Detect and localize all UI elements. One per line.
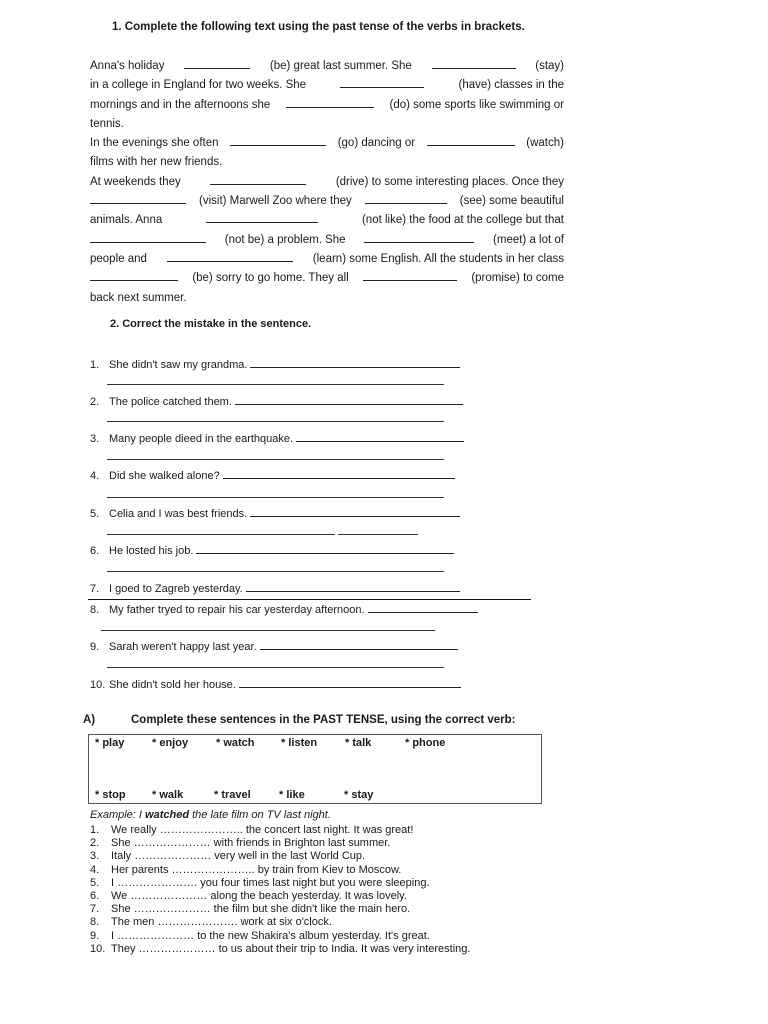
- para-line: back next summer.: [90, 291, 187, 304]
- list-item[interactable]: 7. She ………………… the film but she didn't like the main hero.: [90, 903, 411, 916]
- verb-box: [88, 734, 542, 804]
- answer-line[interactable]: [107, 384, 444, 385]
- answer-blank[interactable]: [230, 134, 326, 146]
- verb-option: * travel: [214, 789, 251, 801]
- list-item[interactable]: 3. Italy ………………… very well in the last World Cup.: [90, 850, 366, 863]
- answer-blank[interactable]: [296, 430, 464, 442]
- answer-blank[interactable]: [286, 96, 374, 108]
- correction-item: 1. She didn't saw my grandma.: [90, 356, 460, 371]
- verb-option: * watch: [216, 737, 255, 749]
- section1-paragraph: [90, 57, 564, 308]
- list-item[interactable]: 6. We ………………… along the beach yesterday. It was lovely.: [90, 890, 407, 903]
- para-line: Anna's holiday (be) great last summer. She (stay): [90, 57, 564, 76]
- verb-option: * enjoy: [152, 737, 189, 749]
- answer-blank[interactable]: [246, 580, 460, 592]
- answer-line[interactable]: [107, 497, 444, 498]
- para-line: people and (learn) some English. All the students in her class: [90, 250, 564, 269]
- answer-line[interactable]: [107, 421, 444, 422]
- answer-blank[interactable]: [196, 542, 454, 554]
- correction-item: 9. Sarah weren't happy last year.: [90, 638, 458, 653]
- answer-blank[interactable]: [167, 250, 293, 262]
- answer-blank[interactable]: [90, 192, 186, 204]
- answer-line[interactable]: [107, 571, 444, 572]
- verb-option: * stop: [95, 789, 126, 801]
- verb-option: * play: [95, 737, 125, 749]
- divider-line: [88, 599, 531, 600]
- correction-item: 3. Many people dieed in the earthquake.: [90, 430, 464, 445]
- answer-blank[interactable]: [364, 231, 474, 243]
- para-line: (not be) a problem. She (meet) a lot of: [90, 231, 564, 250]
- verb-option: * like: [279, 789, 305, 801]
- answer-blank[interactable]: [206, 211, 318, 223]
- para-line: In the evenings she often (go) dancing or (watch): [90, 134, 564, 153]
- answer-blank[interactable]: [250, 356, 460, 368]
- para-line: At weekends they (drive) to some interesting places. Once they: [90, 173, 564, 192]
- para-line: mornings and in the afternoons she (do) some sports like swimming or: [90, 96, 564, 115]
- answer-blank[interactable]: [432, 57, 516, 69]
- answer-line[interactable]: [101, 630, 435, 631]
- example-sentence: Example: I watched the late film on TV last night.: [90, 809, 331, 821]
- para-line: (visit) Marwell Zoo where they (see) some beautiful: [90, 192, 564, 211]
- answer-blank[interactable]: [223, 467, 455, 479]
- list-item[interactable]: 5. I …………………. you four times last night but you were sleeping.: [90, 876, 430, 889]
- para-line: in a college in England for two weeks. She (have) classes in the: [90, 76, 564, 95]
- section2-title: 2. Correct the mistake in the sentence.: [110, 318, 312, 330]
- answer-blank[interactable]: [239, 676, 461, 688]
- answer-blank[interactable]: [368, 601, 478, 613]
- section1-title: 1. Complete the following text using the past tense of the verbs in brackets.: [112, 21, 525, 33]
- sectionA-label: A): [83, 714, 96, 726]
- verb-option: * talk: [345, 737, 372, 749]
- verb-option: * walk: [152, 789, 184, 801]
- answer-blank[interactable]: [235, 393, 463, 405]
- answer-blank[interactable]: [365, 192, 447, 204]
- answer-blank[interactable]: [363, 269, 457, 281]
- sectionA-title: Complete these sentences in the PAST TENSE, using the correct verb:: [131, 714, 516, 726]
- answer-line[interactable]: [338, 534, 418, 535]
- list-item[interactable]: 10. They ………………… to us about their trip to India. It was very interesting.: [90, 942, 471, 955]
- para-line: tennis.: [90, 117, 124, 130]
- list-item[interactable]: 9. I ………………… to the new Shakira's album yesterday. It's great.: [90, 929, 430, 942]
- answer-line[interactable]: [107, 534, 335, 535]
- para-line: (be) sorry to go home. They all (promise) to come: [90, 269, 564, 288]
- answer-blank[interactable]: [90, 231, 206, 243]
- correction-item: 6. He losted his job.: [90, 542, 454, 557]
- list-item[interactable]: 2. She ………………… with friends in Brighton last summer.: [90, 837, 391, 850]
- correction-item: 2. The police catched them.: [90, 393, 463, 408]
- verb-option: * listen: [281, 737, 318, 749]
- sentence-list: [90, 824, 470, 956]
- answer-blank[interactable]: [90, 269, 178, 281]
- correction-item: 7. I goed to Zagreb yesterday.: [90, 580, 460, 595]
- list-item[interactable]: 4. Her parents ………………….. by train from Kiev to Moscow.: [90, 863, 402, 876]
- verb-option: * phone: [405, 737, 446, 749]
- answer-blank[interactable]: [210, 173, 306, 185]
- list-item[interactable]: 8. The men …………………. work at six o'clock.: [90, 916, 332, 929]
- answer-blank[interactable]: [427, 134, 515, 146]
- answer-line[interactable]: [107, 667, 444, 668]
- answer-blank[interactable]: [340, 76, 424, 88]
- verb-option: * stay: [344, 789, 374, 801]
- answer-blank[interactable]: [184, 57, 250, 69]
- correction-item: 5. Celia and I was best friends.: [90, 505, 460, 520]
- answer-blank[interactable]: [260, 638, 458, 650]
- answer-line[interactable]: [107, 459, 444, 460]
- list-item[interactable]: 1. We really ………………….. the concert last night. It was great!: [90, 824, 414, 836]
- para-line: films with her new friends.: [90, 156, 223, 169]
- para-line: animals. Anna (not like) the food at the college but that: [90, 211, 564, 230]
- correction-item: 10. She didn't sold her house.: [90, 676, 461, 691]
- answer-blank[interactable]: [250, 505, 460, 517]
- correction-item: 4. Did she walked alone?: [90, 467, 455, 482]
- correction-item: 8. My father tryed to repair his car yesterday afternoon.: [90, 601, 478, 616]
